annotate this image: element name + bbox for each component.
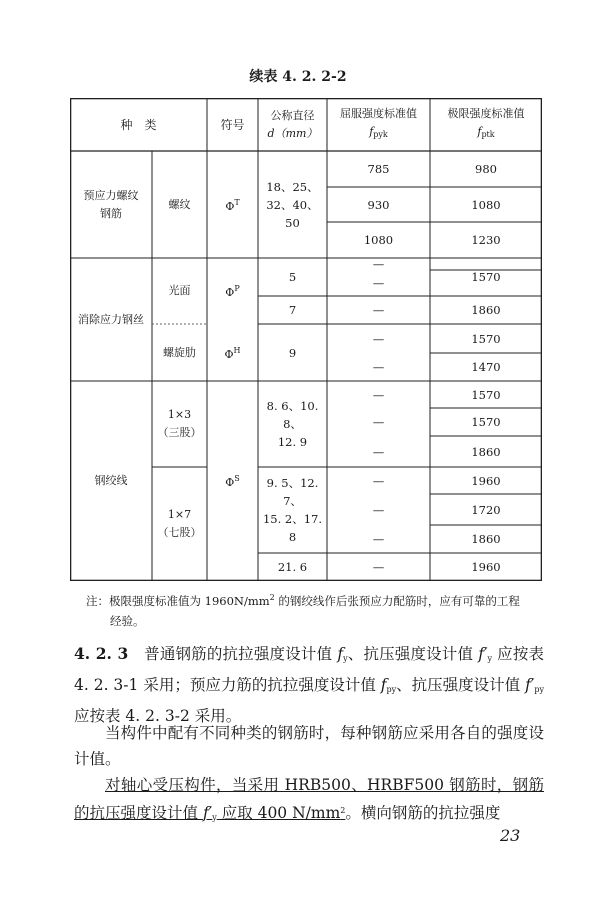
diameter-thread-bar: 18、25、 32、40、 50	[266, 179, 319, 230]
symbol-phi-t: $\Phi^T$	[225, 197, 240, 213]
header-diameter: 公称直径 d（mm）	[267, 108, 318, 140]
table-note: 注：极限强度标准值为 $1960N/mm^2$ 的钢绞线作后张预应力配筋时，应有可靠的工程 经验。	[86, 593, 520, 628]
yield-cell: —	[372, 415, 385, 429]
ultimate-cell: 1860	[471, 532, 501, 546]
yield-cell: —	[372, 276, 385, 290]
subtype-thread: 螺纹	[168, 197, 191, 211]
ultimate-cell: 1470	[471, 360, 501, 374]
steel-strength-table	[70, 98, 542, 581]
ultimate-cell: 1570	[471, 270, 501, 284]
ultimate-cell: 1960	[471, 473, 501, 488]
group-strand: 钢绞线	[94, 474, 128, 487]
clause-4-2-3: 4. 2. 3 普通钢筋的抗拉强度设计值 $f_y$、抗压强度设计值 $f'_y$ 应按表 4. 2. 3-1 采用；预应力筋的抗拉强度设计值 $f_{py}$、抗压强度设计值 $f'_{py}$应按表 4. 2. 3-2 采用。	[74, 644, 544, 725]
header-kind: 种 类	[120, 117, 157, 132]
header-symbol: 符号	[220, 117, 245, 132]
ultimate-cell: 1720	[471, 502, 501, 517]
paragraph-mixed-bars: 当构件中配有不同种类的钢筋时，每种钢筋应采用各自的强度设计值。	[74, 724, 544, 768]
yield-cell: —	[372, 257, 385, 271]
group-stress-relieved-wire: 消除应力钢丝	[78, 312, 144, 326]
subtype-1x3: 1×3 （三股）	[157, 408, 202, 439]
subtype-spiral-rib: 螺旋肋	[163, 345, 196, 359]
yield-cell: —	[372, 303, 385, 317]
symbol-phi-p: $\Phi^P$	[225, 284, 240, 299]
subtype-plain: 光面	[168, 284, 191, 297]
yield-cell: 930	[367, 197, 390, 212]
table-caption: 续表 4. 2. 2-2	[249, 69, 347, 85]
page-number: 23	[500, 826, 521, 845]
ultimate-cell: 1570	[471, 331, 501, 346]
ultimate-cell: 1860	[471, 303, 501, 317]
diameter-9: 9	[288, 345, 297, 360]
yield-cell: —	[372, 532, 385, 546]
yield-cell: —	[372, 360, 385, 374]
diameter-7: 7	[288, 303, 297, 317]
symbol-phi-s: $\Phi^S$	[225, 474, 240, 489]
diameter-1x3: 8. 6、10. 8、 12. 9	[266, 399, 319, 449]
ultimate-cell: 1570	[471, 387, 501, 402]
header-yield: 屈服强度标准值 $f_{pyk}$	[340, 107, 417, 139]
symbol-phi-h: $\Phi^H$	[224, 345, 241, 361]
yield-cell: —	[372, 560, 385, 574]
yield-cell: 785	[367, 162, 390, 176]
ultimate-cell: 1080	[471, 197, 501, 212]
diameter-5: 5	[288, 270, 297, 284]
subtype-1x7: 1×7 （七股）	[157, 508, 202, 539]
paragraph-axial-compression: 对轴心受压构件，当采用 HRB500、HRBF500 钢筋时，钢筋的抗压强度设计值 $f'_y$ 应取 400 $N/mm^2$。横向钢筋的抗拉强度	[74, 776, 544, 822]
yield-cell: 1080	[363, 233, 394, 247]
diameter-21-6: 21. 6	[277, 560, 308, 574]
yield-cell: —	[372, 387, 385, 402]
yield-cell: —	[372, 473, 385, 488]
diameter-1x7: 9. 5、12. 7、 15. 2、17. 8	[262, 476, 323, 544]
ultimate-cell: 1230	[471, 233, 501, 247]
yield-cell: —	[372, 502, 385, 517]
ultimate-cell: 1570	[471, 415, 501, 429]
ultimate-cell: 980	[475, 162, 497, 176]
ultimate-cell: 1960	[471, 560, 501, 574]
ultimate-cell: 1860	[471, 444, 501, 459]
group-prestress-thread-bar: 预应力螺纹 钢筋	[83, 188, 139, 220]
yield-cell: —	[372, 444, 385, 459]
header-ultimate: 极限强度标准值 $f_{ptk}$	[447, 107, 525, 139]
yield-cell: —	[372, 331, 385, 346]
